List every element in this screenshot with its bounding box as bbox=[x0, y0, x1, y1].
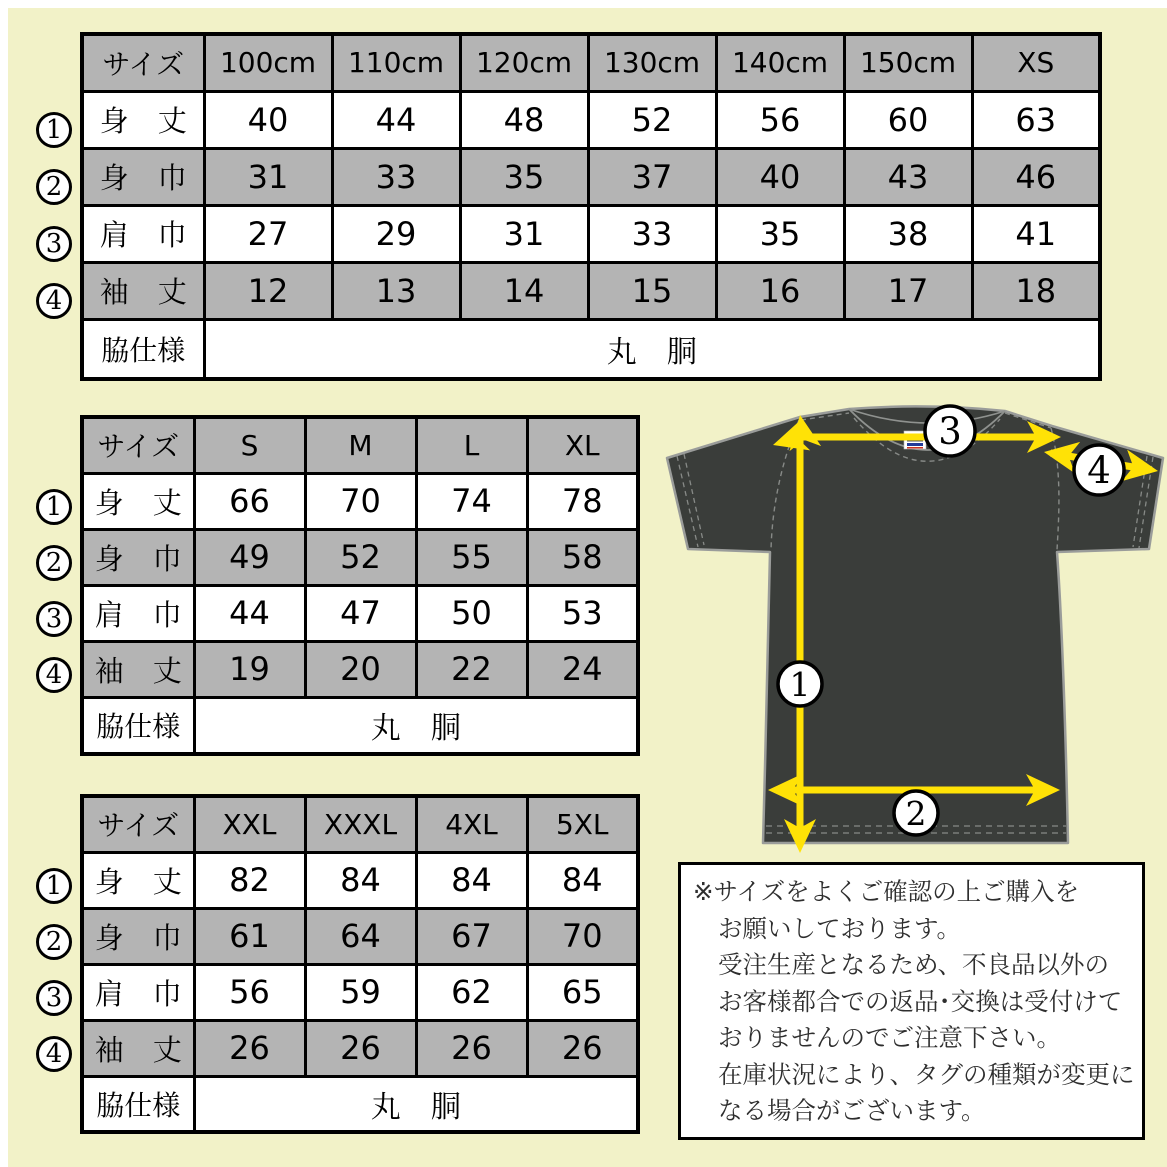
value-cell: 52 bbox=[588, 91, 716, 148]
value-cell: 33 bbox=[588, 205, 716, 262]
row-marker-1: 1 bbox=[36, 112, 72, 148]
header-cell: XS bbox=[972, 34, 1100, 91]
header-cell: サイズ bbox=[82, 417, 194, 473]
value-cell: 58 bbox=[527, 529, 638, 585]
table-footer-row bbox=[82, 319, 1100, 379]
header-cell: 150cm bbox=[844, 34, 972, 91]
value-cell: 46 bbox=[972, 148, 1100, 205]
row-label-cell: 袖 丈 bbox=[82, 1020, 194, 1076]
row-marker-3: 3 bbox=[36, 226, 72, 262]
value-cell: 84 bbox=[305, 852, 416, 908]
row-marker-3: 3 bbox=[36, 980, 72, 1016]
value-cell: 24 bbox=[527, 641, 638, 697]
header-cell: M bbox=[305, 417, 416, 473]
row-marker-1: 1 bbox=[36, 489, 72, 525]
note-line: お客様都合での返品･交換は受付けて bbox=[718, 986, 1123, 1016]
value-cell: 74 bbox=[416, 473, 527, 529]
value-cell: 38 bbox=[844, 205, 972, 262]
header-cell: S bbox=[194, 417, 305, 473]
value-cell: 33 bbox=[332, 148, 460, 205]
table-row bbox=[82, 641, 638, 697]
header-cell: XL bbox=[527, 417, 638, 473]
purchase-note-box bbox=[678, 862, 1145, 1140]
value-cell: 52 bbox=[305, 529, 416, 585]
value-cell: 41 bbox=[972, 205, 1100, 262]
table-row bbox=[82, 205, 1100, 262]
row-label-cell: 身 巾 bbox=[82, 908, 194, 964]
value-cell: 62 bbox=[416, 964, 527, 1020]
footer-label-cell: 脇仕様 bbox=[82, 1076, 194, 1132]
header-cell: 110cm bbox=[332, 34, 460, 91]
value-cell: 63 bbox=[972, 91, 1100, 148]
note-line: 在庫状況により、タグの種類が変更に bbox=[718, 1059, 1135, 1089]
value-cell: 48 bbox=[460, 91, 588, 148]
value-cell: 13 bbox=[332, 262, 460, 319]
value-cell: 78 bbox=[527, 473, 638, 529]
note-line: 受注生産となるため、不良品以外の bbox=[718, 950, 1110, 979]
value-cell: 26 bbox=[527, 1020, 638, 1076]
table-row bbox=[82, 262, 1100, 319]
value-cell: 61 bbox=[194, 908, 305, 964]
value-cell: 60 bbox=[844, 91, 972, 148]
table-footer-row bbox=[82, 697, 638, 754]
value-cell: 27 bbox=[204, 205, 332, 262]
value-cell: 26 bbox=[305, 1020, 416, 1076]
row-label-cell: 肩 巾 bbox=[82, 585, 194, 641]
footer-value-cell: 丸 胴 bbox=[204, 319, 1100, 379]
note-line: お願いしております。 bbox=[718, 913, 962, 943]
value-cell: 22 bbox=[416, 641, 527, 697]
value-cell: 26 bbox=[416, 1020, 527, 1076]
table-row bbox=[82, 473, 638, 529]
table-row bbox=[82, 908, 638, 964]
value-cell: 17 bbox=[844, 262, 972, 319]
diagram-marker-4: 4 bbox=[1087, 449, 1111, 492]
row-marker-3: 3 bbox=[36, 601, 72, 637]
footer-value-cell: 丸 胴 bbox=[194, 1076, 638, 1132]
header-cell: 140cm bbox=[716, 34, 844, 91]
value-cell: 44 bbox=[194, 585, 305, 641]
row-marker-2: 2 bbox=[36, 169, 72, 205]
table-row bbox=[82, 1020, 638, 1076]
diagram-marker-3: 3 bbox=[938, 410, 962, 453]
header-cell: 4XL bbox=[416, 796, 527, 852]
value-cell: 56 bbox=[716, 91, 844, 148]
header-cell: XXXL bbox=[305, 796, 416, 852]
row-label-cell: 身 丈 bbox=[82, 91, 204, 148]
value-cell: 64 bbox=[305, 908, 416, 964]
value-cell: 37 bbox=[588, 148, 716, 205]
value-cell: 15 bbox=[588, 262, 716, 319]
value-cell: 55 bbox=[416, 529, 527, 585]
row-label-cell: 肩 巾 bbox=[82, 205, 204, 262]
note-line: おりませんのでご注意下さい。 bbox=[718, 1023, 1061, 1052]
header-cell: 130cm bbox=[588, 34, 716, 91]
tshirt-measurement-diagram bbox=[650, 395, 1167, 865]
row-label-cell: 身 巾 bbox=[82, 148, 204, 205]
value-cell: 40 bbox=[204, 91, 332, 148]
table-row bbox=[82, 148, 1100, 205]
value-cell: 70 bbox=[527, 908, 638, 964]
value-cell: 47 bbox=[305, 585, 416, 641]
value-cell: 35 bbox=[460, 148, 588, 205]
row-marker-4: 4 bbox=[36, 1036, 72, 1072]
value-cell: 82 bbox=[194, 852, 305, 908]
value-cell: 44 bbox=[332, 91, 460, 148]
row-marker-2: 2 bbox=[36, 545, 72, 581]
table-row bbox=[82, 964, 638, 1020]
row-marker-2: 2 bbox=[36, 924, 72, 960]
header-cell: XXL bbox=[194, 796, 305, 852]
size-table-big bbox=[80, 794, 640, 1134]
row-label-cell: 身 巾 bbox=[82, 529, 194, 585]
diagram-marker-2: 2 bbox=[905, 794, 927, 833]
row-label-cell: 肩 巾 bbox=[82, 964, 194, 1020]
table-row bbox=[82, 529, 638, 585]
header-cell: 120cm bbox=[460, 34, 588, 91]
note-line: なる場合がございます。 bbox=[718, 1096, 986, 1125]
table-header-row bbox=[82, 796, 638, 852]
value-cell: 67 bbox=[416, 908, 527, 964]
row-label-cell: 身 丈 bbox=[82, 852, 194, 908]
value-cell: 31 bbox=[460, 205, 588, 262]
footer-label-cell: 脇仕様 bbox=[82, 697, 194, 754]
value-cell: 26 bbox=[194, 1020, 305, 1076]
size-table-adult bbox=[80, 415, 640, 756]
value-cell: 84 bbox=[527, 852, 638, 908]
table-header-row bbox=[82, 417, 638, 473]
row-label-cell: 袖 丈 bbox=[82, 262, 204, 319]
value-cell: 14 bbox=[460, 262, 588, 319]
value-cell: 56 bbox=[194, 964, 305, 1020]
note-line: ※サイズをよくご確認の上ご購入を bbox=[693, 877, 1080, 906]
table-header-row bbox=[82, 34, 1100, 91]
footer-value-cell: 丸 胴 bbox=[194, 697, 638, 754]
header-cell: サイズ bbox=[82, 34, 204, 91]
value-cell: 16 bbox=[716, 262, 844, 319]
footer-label-cell: 脇仕様 bbox=[82, 319, 204, 379]
value-cell: 20 bbox=[305, 641, 416, 697]
size-table-kids bbox=[80, 32, 1102, 381]
table-footer-row bbox=[82, 1076, 638, 1132]
value-cell: 31 bbox=[204, 148, 332, 205]
value-cell: 65 bbox=[527, 964, 638, 1020]
header-cell: サイズ bbox=[82, 796, 194, 852]
header-cell: 100cm bbox=[204, 34, 332, 91]
value-cell: 66 bbox=[194, 473, 305, 529]
value-cell: 19 bbox=[194, 641, 305, 697]
header-cell: L bbox=[416, 417, 527, 473]
header-cell: 5XL bbox=[527, 796, 638, 852]
value-cell: 84 bbox=[416, 852, 527, 908]
value-cell: 29 bbox=[332, 205, 460, 262]
value-cell: 50 bbox=[416, 585, 527, 641]
value-cell: 40 bbox=[716, 148, 844, 205]
row-label-cell: 袖 丈 bbox=[82, 641, 194, 697]
table-row bbox=[82, 91, 1100, 148]
value-cell: 59 bbox=[305, 964, 416, 1020]
value-cell: 18 bbox=[972, 262, 1100, 319]
row-marker-4: 4 bbox=[36, 283, 72, 319]
value-cell: 35 bbox=[716, 205, 844, 262]
value-cell: 70 bbox=[305, 473, 416, 529]
row-marker-1: 1 bbox=[36, 868, 72, 904]
table-row bbox=[82, 585, 638, 641]
value-cell: 12 bbox=[204, 262, 332, 319]
value-cell: 43 bbox=[844, 148, 972, 205]
row-label-cell: 身 丈 bbox=[82, 473, 194, 529]
diagram-marker-1: 1 bbox=[789, 665, 811, 704]
row-marker-4: 4 bbox=[36, 657, 72, 693]
value-cell: 53 bbox=[527, 585, 638, 641]
table-row bbox=[82, 852, 638, 908]
value-cell: 49 bbox=[194, 529, 305, 585]
